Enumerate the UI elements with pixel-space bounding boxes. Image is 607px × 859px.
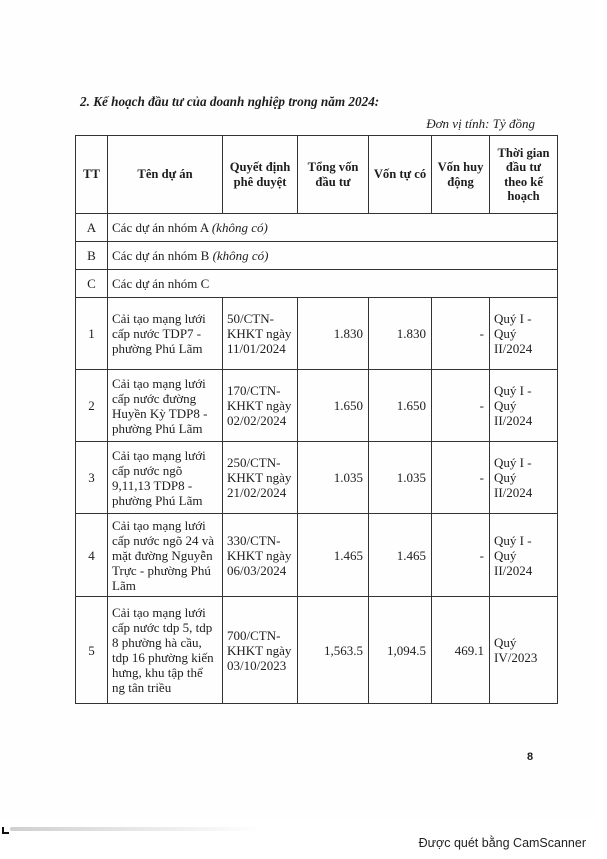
row-investment-time: Quý I - Quý II/2024: [490, 298, 558, 370]
row-investment-time: Quý I - Quý II/2024: [490, 514, 558, 597]
row-raised-capital: -: [432, 370, 490, 442]
header-own-capital: Vốn tự có: [369, 136, 432, 214]
group-label: Các dự án nhóm C: [112, 276, 210, 291]
row-project-name: Cải tạo mạng lưới cấp nước TDP7 - phường Phú Lãm: [108, 298, 223, 370]
row-tt: 1: [76, 298, 108, 370]
row-investment-time: Quý I - Quý II/2024: [490, 442, 558, 514]
row-own-capital: 1.465: [369, 514, 432, 597]
row-tt: 2: [76, 370, 108, 442]
row-total-capital: 1.830: [298, 298, 369, 370]
group-row-a: [76, 214, 558, 242]
group-code: C: [76, 270, 108, 298]
row-total-capital: 1,563.5: [298, 597, 369, 704]
group-label: Các dự án nhóm B: [112, 248, 210, 263]
row-raised-capital: -: [432, 442, 490, 514]
row-decision: 330/CTN-KHKT ngày 06/03/2024: [223, 514, 298, 597]
table-row: [76, 442, 558, 514]
header-project-name: Tên dự án: [108, 136, 223, 214]
row-decision: 250/CTN-KHKT ngày 21/02/2024: [223, 442, 298, 514]
group-row-b: [76, 242, 558, 270]
row-own-capital: 1,094.5: [369, 597, 432, 704]
table-header-row: [76, 136, 558, 214]
row-tt: 4: [76, 514, 108, 597]
unit-label: Đơn vị tính: Tỷ đồng: [426, 116, 535, 131]
group-code: B: [76, 242, 108, 270]
table-row: [76, 370, 558, 442]
group-label: Các dự án nhóm A: [112, 220, 209, 235]
table-row: [76, 514, 558, 597]
row-total-capital: 1.650: [298, 370, 369, 442]
investment-plan-table: [75, 135, 558, 704]
header-investment-time: Thời gian đầu tư theo kế hoạch: [490, 136, 558, 214]
group-note: (không có): [211, 220, 268, 235]
row-project-name: Cải tạo mạng lưới cấp nước ngõ 9,11,13 TDP8 - phường Phú Lãm: [108, 442, 223, 514]
row-total-capital: 1.465: [298, 514, 369, 597]
row-project-name: Cải tạo mạng lưới cấp nước tdp 5, tdp 8 phường hà cầu, tdp 16 phường kiến hưng, khu tập thể ng tân triều: [108, 597, 223, 704]
row-raised-capital: -: [432, 298, 490, 370]
page-number: 8: [527, 751, 534, 763]
row-tt: 3: [76, 442, 108, 514]
group-code: A: [76, 214, 108, 242]
group-row-c: [76, 270, 558, 298]
row-total-capital: 1.035: [298, 442, 369, 514]
group-label-cell: [108, 242, 558, 270]
header-decision: Quyết định phê duyệt: [223, 136, 298, 214]
table-row: [76, 597, 558, 704]
row-investment-time: Quý IV/2023: [490, 597, 558, 704]
row-tt: 5: [76, 597, 108, 704]
row-project-name: Cải tạo mạng lưới cấp nước ngõ 24 và mặt đường Nguyễn Trực - phường Phú Lãm: [108, 514, 223, 597]
header-raised-capital: Vốn huy động: [432, 136, 490, 214]
scan-shadow: [10, 827, 260, 831]
row-raised-capital: -: [432, 514, 490, 597]
header-total-capital: Tổng vốn đầu tư: [298, 136, 369, 214]
group-note: (không có): [212, 248, 269, 263]
row-decision: 170/CTN-KHKT ngày 02/02/2024: [223, 370, 298, 442]
row-own-capital: 1.650: [369, 370, 432, 442]
row-raised-capital: 469.1: [432, 597, 490, 704]
header-tt: TT: [76, 136, 108, 214]
row-decision: 700/CTN-KHKT ngày 03/10/2023: [223, 597, 298, 704]
row-decision: 50/CTN-KHKT ngày 11/01/2024: [223, 298, 298, 370]
camscanner-footer: Được quét bằng CamScanner: [418, 836, 586, 850]
group-label-cell: [108, 270, 558, 298]
group-label-cell: [108, 214, 558, 242]
crop-corner-mark: [2, 827, 9, 834]
table-row: [76, 298, 558, 370]
row-own-capital: 1.035: [369, 442, 432, 514]
row-investment-time: Quý I - Quý II/2024: [490, 370, 558, 442]
row-project-name: Cải tạo mạng lưới cấp nước đường Huyền Kỳ TDP8 - phường Phú Lãm: [108, 370, 223, 442]
section-heading: 2. Kế hoạch đầu tư của doanh nghiệp trong năm 2024:: [80, 94, 380, 109]
row-own-capital: 1.830: [369, 298, 432, 370]
